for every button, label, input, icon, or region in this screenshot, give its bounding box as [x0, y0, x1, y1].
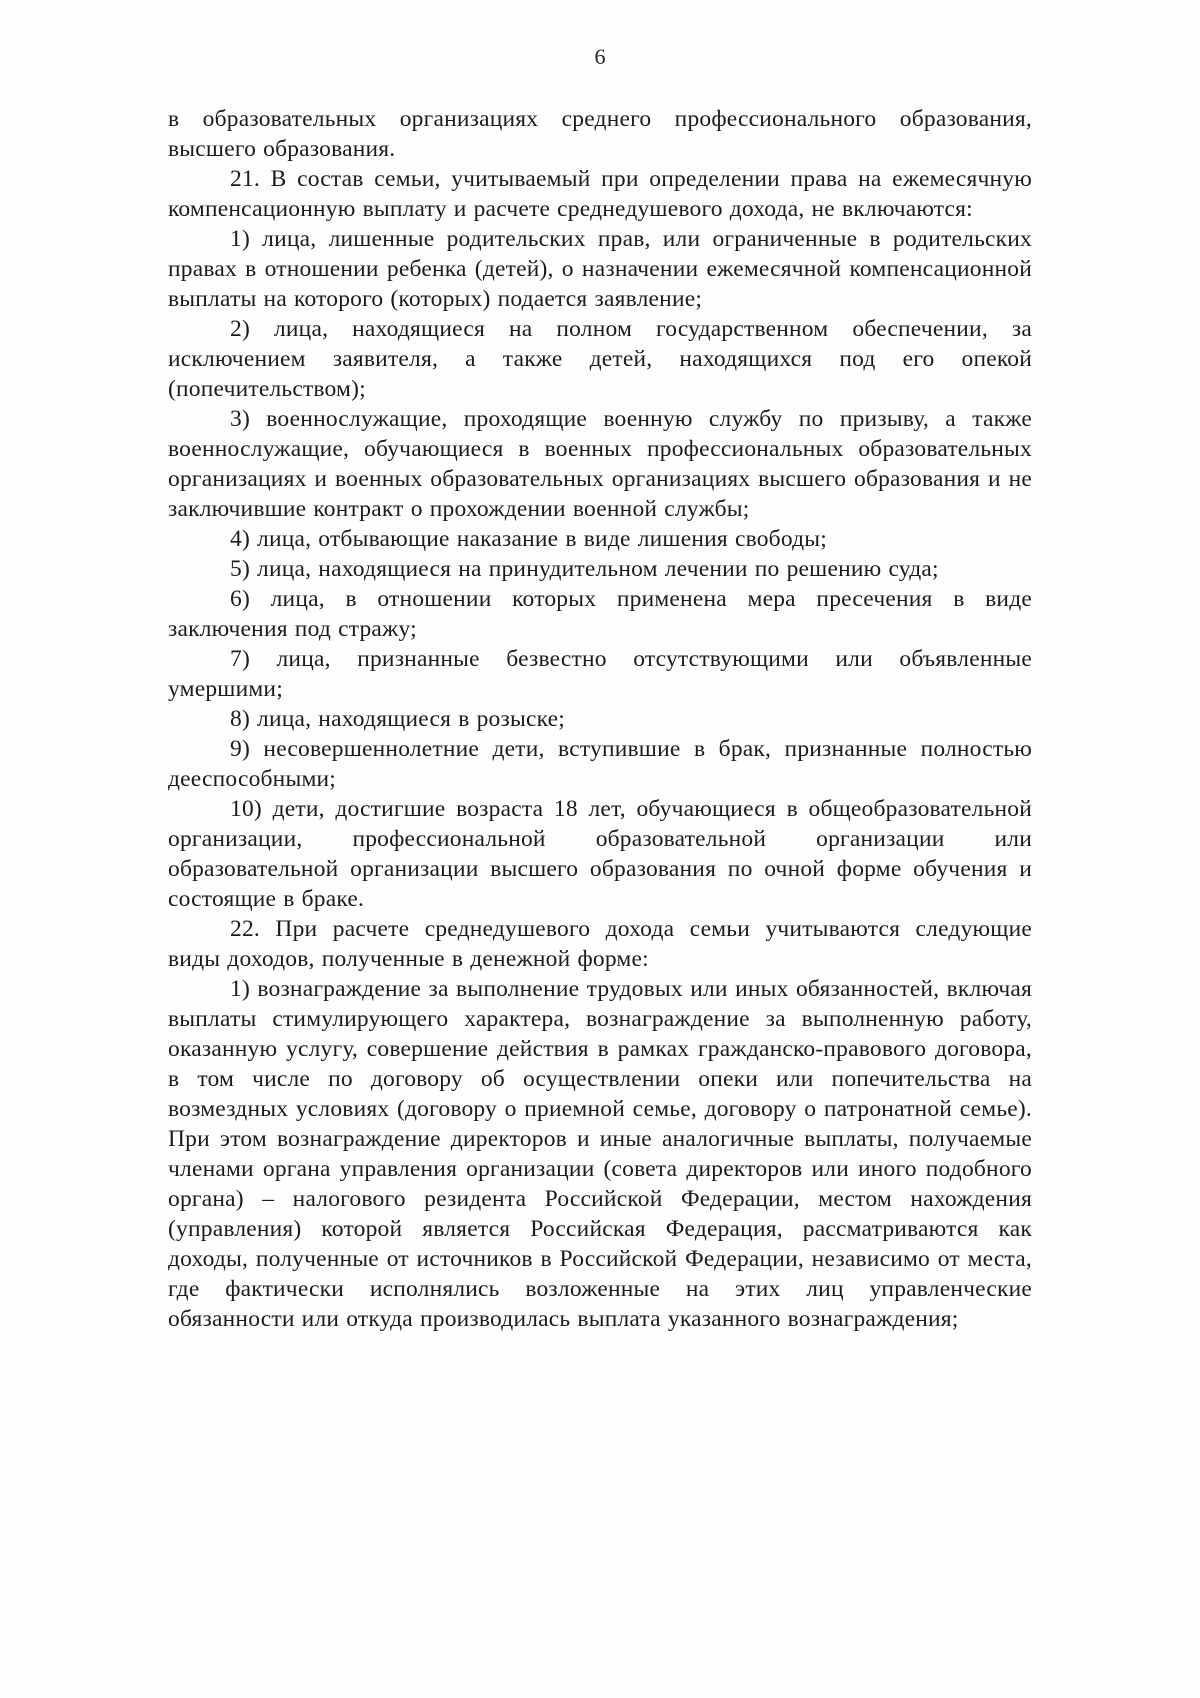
paragraph: 6) лица, в отношении которых применена мера пресечения в виде заключения под стражу; — [168, 586, 1032, 642]
paragraph: 22. При расчете среднедушевого дохода семьи учитываются следующие виды доходов, полученные в денежной форме: — [168, 916, 1032, 972]
paragraph: 8) лица, находящиеся в розыске; — [230, 706, 565, 732]
paragraph: 10) дети, достигшие возраста 18 лет, обучающиеся в общеобразовательной организации, профессиональной образовательной организации или образовательной организации высшего образования по очной форме обучения и состоящие в браке. — [168, 796, 1032, 912]
paragraph: 9) несовершеннолетние дети, вступившие в брак, признанные полностью дееспособными; — [168, 736, 1032, 792]
paragraph: 3) военнослужащие, проходящие военную службу по призыву, а также военнослужащие, обучающиеся в военных профессиональных образовательных организациях и военных образовательных организациях высшего образования и не заключившие контракт о прохождении военной службы; — [168, 406, 1032, 522]
document-body — [168, 104, 1032, 1334]
paragraph: 2) лица, находящиеся на полном государственном обеспечении, за исключением заявителя, а также детей, находящихся под его опекой (попечительством); — [168, 316, 1032, 402]
paragraph: 4) лица, отбывающие наказание в виде лишения свободы; — [230, 526, 827, 552]
paragraph: 1) вознаграждение за выполнение трудовых или иных обязанностей, включая выплаты стимулирующего характера, вознаграждение за выполненную работу, оказанную услугу, совершение действия в рамках гражданско-правового договора, в том числе по договору об осуществлении опеки или попечительства на возмездных условиях (договору о приемной семье, договору о патронатной семье). При этом вознаграждение директоров и иные аналогичные выплаты, получаемые членами органа управления организации (совета директоров или иного подобного органа) – налогового резидента Российской Федерации, местом нахождения (управления) которой является Российская Федерация, рассматриваются как доходы, полученные от источников в Российской Федерации, независимо от места, где фактически исполнялись возложенные на этих лиц управленческие обязанности или откуда производилась выплата указанного вознаграждения; — [168, 976, 1032, 1332]
paragraph: 1) лица, лишенные родительских прав, или ограниченные в родительских правах в отношении ребенка (детей), о назначении ежемесячной компенсационной выплаты на которого (которых) подается заявление; — [168, 226, 1032, 312]
paragraph: 7) лица, признанные безвестно отсутствующими или объявленные умершими; — [168, 646, 1032, 702]
paragraph: в образовательных организациях среднего профессионального образования, высшего образования. — [168, 106, 1032, 162]
paragraph: 5) лица, находящиеся на принудительном лечении по решению суда; — [230, 556, 939, 582]
paragraph: 21. В состав семьи, учитываемый при определении права на ежемесячную компенсационную выплату и расчете среднедушевого дохода, не включаются: — [168, 166, 1032, 222]
page-number: 6 — [594, 44, 606, 69]
